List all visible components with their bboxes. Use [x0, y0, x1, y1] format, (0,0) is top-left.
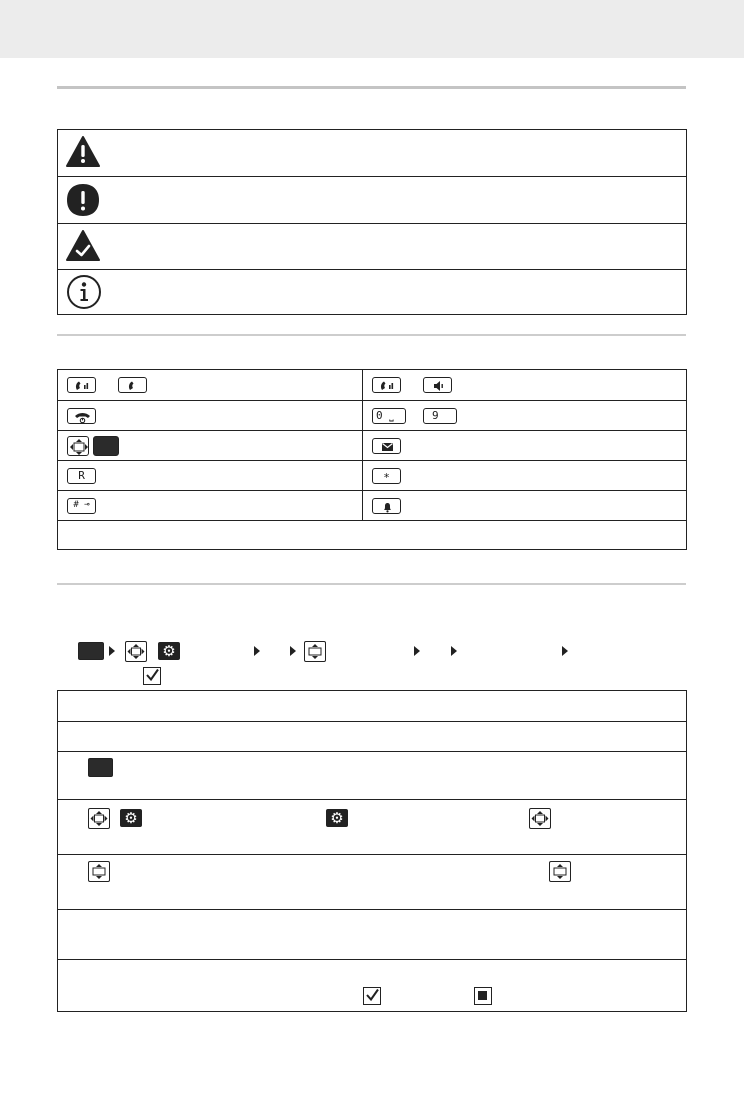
section-divider — [57, 583, 686, 585]
check-triangle-icon — [66, 229, 100, 263]
checkbox-checked-icon — [143, 667, 161, 685]
arrow-right-icon — [290, 646, 296, 656]
arrow-right-icon — [451, 646, 457, 656]
table-row — [58, 691, 686, 721]
control-key-icon — [88, 808, 110, 829]
symbol-row-note — [58, 223, 686, 269]
key-row-bell — [363, 490, 686, 520]
message-key-icon — [372, 438, 401, 454]
arrow-right-icon — [254, 646, 260, 656]
section-divider — [57, 86, 686, 89]
symbol-row-warning — [58, 130, 686, 176]
display-key-icon — [88, 758, 113, 777]
table-row — [58, 909, 686, 959]
table-row — [58, 751, 686, 799]
recall-key-icon: R — [67, 468, 96, 484]
keys-legend-table — [57, 369, 687, 550]
up-down-key-icon — [549, 861, 571, 882]
table-row — [58, 959, 686, 1011]
info-circle-icon — [66, 274, 102, 310]
digit-key-9-icon: 9 — [423, 408, 457, 424]
arrow-right-icon — [562, 646, 568, 656]
symbol-legend-table — [57, 129, 687, 315]
key-row-speaker — [363, 370, 686, 400]
keys-table-footer-row — [58, 520, 686, 550]
talk-key-icon — [67, 377, 96, 393]
settings-gear-icon: ⚙ — [158, 642, 180, 660]
key-row-digits — [363, 400, 686, 430]
key-row-hash — [58, 490, 363, 520]
control-key-icon — [529, 808, 551, 829]
star-key-icon: ∗ — [372, 468, 401, 484]
table-row — [58, 799, 686, 854]
header-band — [0, 0, 744, 58]
symbol-row-important — [58, 176, 686, 223]
handset-icon — [118, 377, 147, 393]
settings-gear-icon: ⚙ — [120, 809, 142, 827]
table-row — [58, 854, 686, 909]
display-key-icon — [78, 642, 104, 660]
table-row — [58, 721, 686, 751]
key-row-recall — [58, 460, 363, 490]
symbol-row-info — [58, 269, 686, 314]
key-row-talk — [58, 370, 363, 400]
end-call-key-icon — [67, 408, 96, 424]
steps-table — [57, 690, 687, 1012]
exclamation-circle-icon — [66, 183, 100, 217]
bell-key-icon — [372, 498, 401, 514]
settings-gear-icon: ⚙ — [326, 809, 348, 827]
display-key-icon — [93, 436, 119, 456]
control-key-icon — [125, 641, 147, 662]
key-row-end — [58, 400, 363, 430]
checkbox-checked-icon — [363, 987, 381, 1005]
up-down-key-icon — [304, 641, 326, 662]
hash-key-icon: # ⊸ — [67, 498, 96, 514]
warning-triangle-icon — [66, 135, 100, 169]
key-row-star — [363, 460, 686, 490]
key-row-navigation — [58, 430, 363, 460]
up-down-key-icon — [88, 861, 110, 882]
speaker-key-icon — [423, 377, 452, 393]
digit-key-0-icon: 0 ⎵ — [372, 408, 406, 424]
talk-key-icon — [372, 377, 401, 393]
control-key-icon — [67, 436, 89, 456]
section-divider — [57, 334, 686, 336]
checkbox-unchecked-icon — [474, 987, 492, 1005]
arrow-right-icon — [414, 646, 420, 656]
arrow-right-icon — [109, 646, 115, 656]
key-row-message — [363, 430, 686, 460]
